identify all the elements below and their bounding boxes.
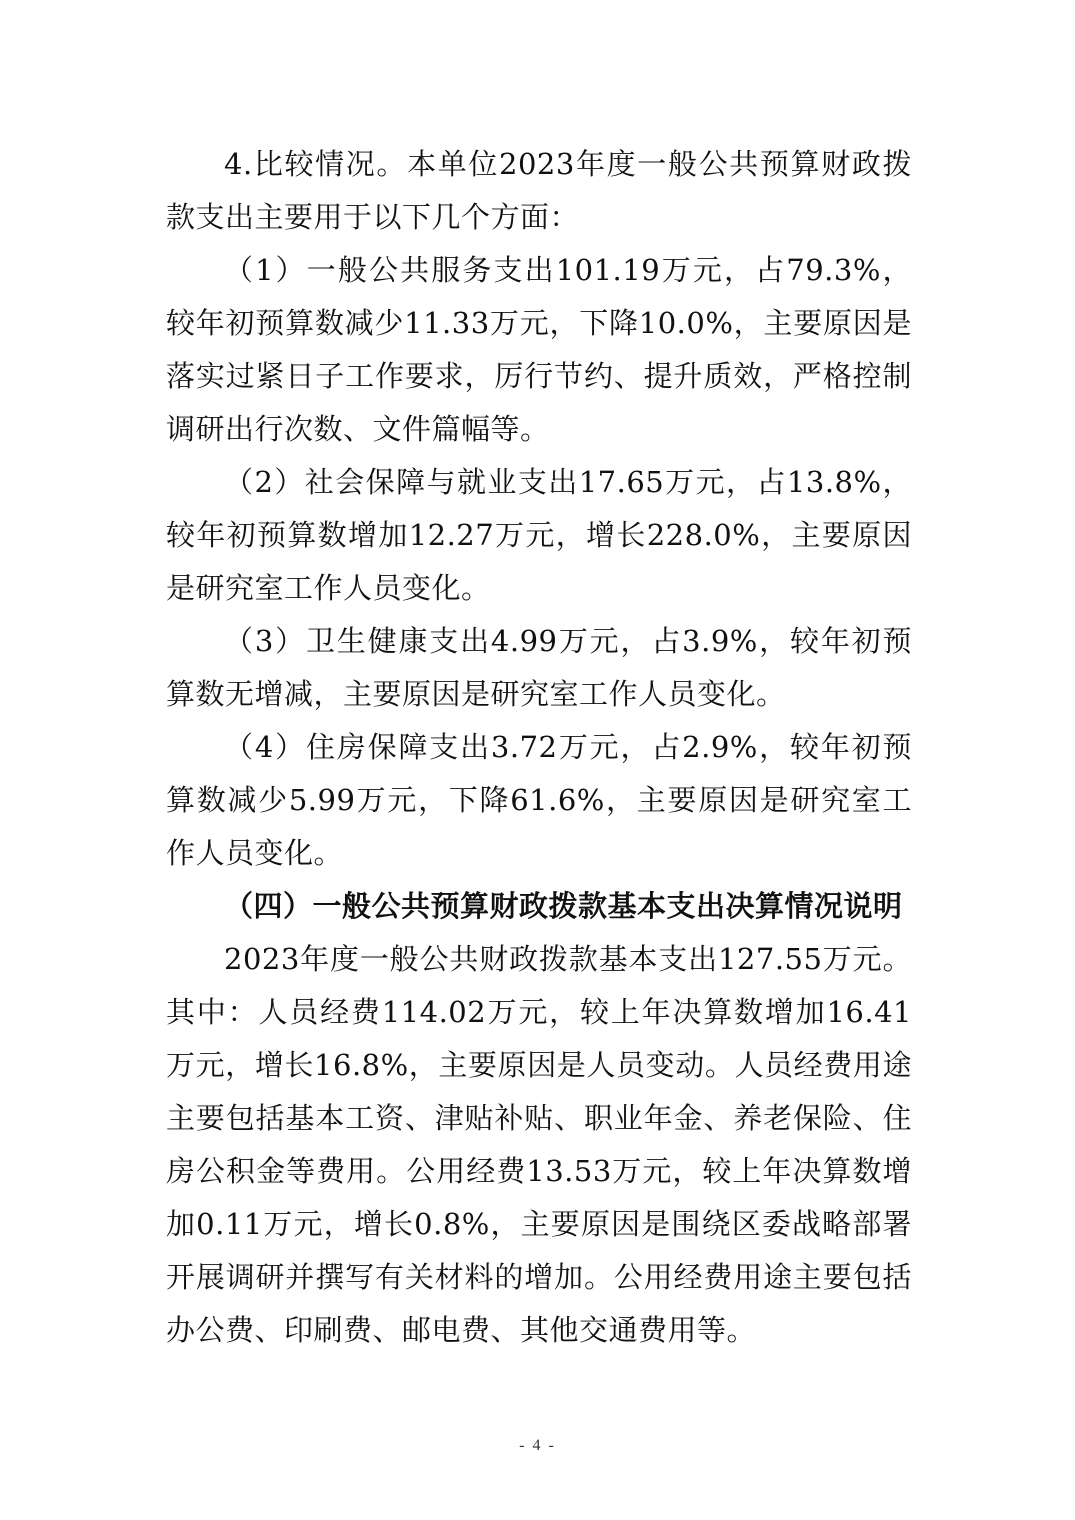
- document-body: [166, 138, 912, 1357]
- page-number: - 4 -: [519, 1437, 556, 1454]
- paragraph-general-public-services: （1）一般公共服务支出101.19万元，占79.3%，较年初预算数减少11.33万元，下降10.0%，主要原因是落实过紧日子工作要求，厉行节约、提升质效，严格控制调研出行次数、文件篇幅等。: [166, 253, 912, 446]
- paragraph-social-security: （2）社会保障与就业支出17.65万元，占13.8%，较年初预算数增加12.27万元，增长228.0%，主要原因是研究室工作人员变化。: [166, 465, 912, 605]
- section-heading: （四）一般公共预算财政拨款基本支出决算情况说明: [224, 889, 903, 923]
- paragraph-basic-expenditure: 2023年度一般公共财政拨款基本支出127.55万元。其中：人员经费114.02万元，较上年决算数增加16.41万元，增长16.8%，主要原因是人员变动。人员经费用途主要包括基本工资、津贴补贴、职业年金、养老保险、住房公积金等费用。公用经费13.53万元，较上年决算数增加0.11万元，增长0.8%，主要原因是围绕区委战略部署开展调研并撰写有关材料的增加。公用经费用途主要包括办公费、印刷费、邮电费、其他交通费用等。: [166, 942, 912, 1347]
- paragraph-housing: （4）住房保障支出3.72万元，占2.9%，较年初预算数减少5.99万元，下降61.6%，主要原因是研究室工作人员变化。: [166, 730, 912, 870]
- paragraph-health: （3）卫生健康支出4.99万元，占3.9%，较年初预算数无增减，主要原因是研究室工作人员变化。: [166, 624, 912, 711]
- paragraph-comparison-intro: 4.比较情况。本单位2023年度一般公共预算财政拨款支出主要用于以下几个方面：: [166, 147, 912, 234]
